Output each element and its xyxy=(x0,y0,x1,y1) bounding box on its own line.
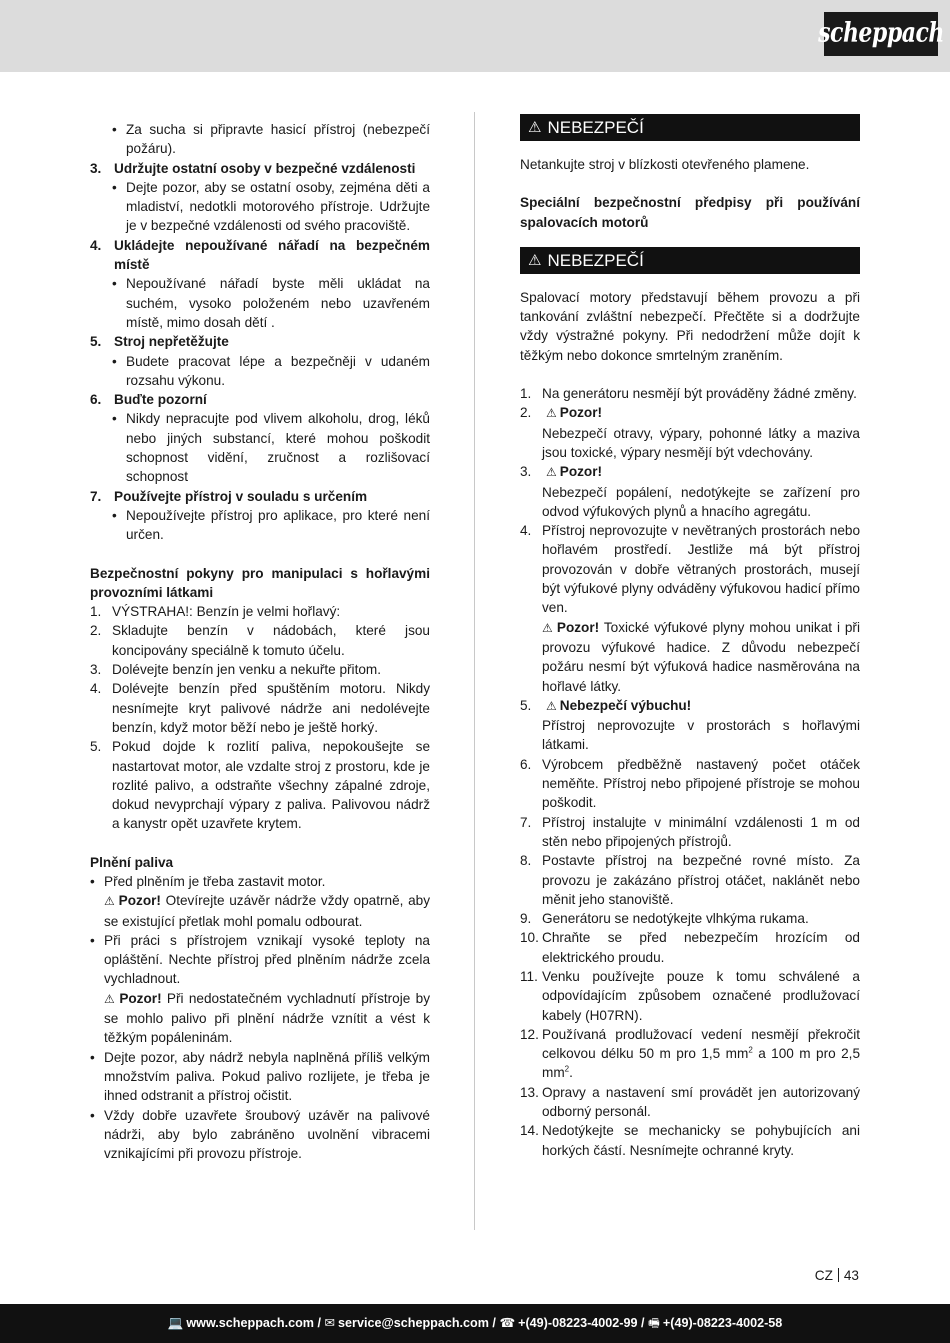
rule-item-5: 5. Stroj nepřetěžujte xyxy=(90,334,229,350)
header-bar xyxy=(0,0,950,72)
list-item: 1. Na generátoru nesmějí být prováděny žádné změny. xyxy=(520,386,857,402)
fax-icon: 🖷 xyxy=(648,1315,660,1330)
list-item: 2. ⚠ Pozor! Nebezpečí otravy, výpary, pohonné látky a maziva jsou toxické, výpary nesmějí být vdechovány. xyxy=(520,405,860,460)
section-heading-flammable: Bezpečnostní pokyny pro manipulaci s hořlavými provozními látkami xyxy=(90,565,430,600)
phone-icon: ☎ xyxy=(499,1315,516,1330)
list-item: 3. ⚠ Pozor! Nebezpečí popálení, nedotýkejte se zařízení pro odvod výfukových plynů a hnacího agregátu. xyxy=(520,464,860,519)
right-column xyxy=(520,117,860,1160)
section-heading-fuel: Plnění paliva xyxy=(90,854,174,870)
caution-note: ⚠ Pozor! Při nedostatečném vychladnutí přístroje by se mohlo palivo při plnění nádrže vznítit a vést k těžkým popáleninám. xyxy=(104,990,430,1046)
email-icon: ✉ xyxy=(324,1315,336,1330)
list-item: 7. Přístroj instalujte v minimální vzdálenosti 1 m od stěn nebo připojených přístrojů. xyxy=(520,814,860,849)
flame-warning: Netankujte stroj v blízkosti otevřeného plamene. xyxy=(520,157,810,172)
caution-note: ⚠ Pozor! Otevírejte uzávěr nádrže vždy opatrně, aby se existující přetlak mohl pomalu odbourat. xyxy=(104,893,430,929)
warning-icon: ⚠ xyxy=(546,698,557,713)
list-item: 12. Používaná prodlužovací vedení nesmějí překročit celkovou délku 50 m pro 1,5 $mm^2$ a 100 m pro 2,5 $mm^2$. xyxy=(520,1026,860,1081)
list-item: • Před plněním je třeba zastavit motor. xyxy=(90,873,326,889)
list-item: 13. Opravy a nastavení smí provádět jen autorizovaný odborný personál. xyxy=(520,1084,860,1120)
list-item: 8. Postavte přístroj na bezpečné rovné místo. Za provozu je zakázáno přístroj otáčet, naklánět nebo měnit jeho stanoviště. xyxy=(520,853,860,907)
list-item: 10. Chraňte se před nebezpečím hrozícím od elektrického proudu. xyxy=(520,930,860,965)
rule-item-7: 7. Používejte přístroj v souladu s určením xyxy=(90,488,368,504)
phone-number: +(49)-08223-4002-99 xyxy=(518,1315,638,1330)
list-item: 2. Skladujte benzín v nádobách, které jsou koncipovány speciálně k tomuto účelu. xyxy=(90,623,430,658)
list-item: • Vždy dobře uzavřete šroubový uzávěr na palivové nádrži, aby bylo zabráněno uvolnění vibracemi vznikajícími při provozu přístroje. xyxy=(90,1107,430,1162)
list-item: 14. Nedotýkejte se mechanicky se pohybujících ani horkých částí. Nesnímejte ochranné kryty. xyxy=(520,1123,860,1158)
list-item: • Nikdy nepracujte pod vlivem alkoholu, drog, léků nebo jiných substancí, které mohou poškodit schopnost vidění, zručnost a rozlišovací schopnost xyxy=(112,411,430,485)
list-item: 5. Pokud dojde k rozlití paliva, nepokoušejte se nastartovat motor, ale vzdalte stroj z prostoru, kde je rozlité palivo, a odstraňte všechny zápalné zdroje, dokud nevyprchají výpary z paliva. Palivovou nádrž a kanystr opět uzavřete krytem. xyxy=(90,739,430,832)
email-link[interactable]: service@scheppach.com xyxy=(338,1315,489,1330)
list-item: • Budete pracovat lépe a bezpečněji v udaném rozsahu výkonu. xyxy=(112,353,430,388)
list-item: • Dejte pozor, aby nádrž nebyla naplněná příliš velkým množstvím paliva. Pokud palivo rozlijete, je třeba je ihned odstranit a přístroj očistit. xyxy=(90,1049,430,1104)
website-link[interactable]: www.scheppach.com xyxy=(186,1315,314,1330)
danger-banner: ⚠ NEBEZPEČÍ xyxy=(520,114,860,141)
warning-icon: ⚠ xyxy=(528,251,542,269)
rule-item-6: 6. Buďte pozorní xyxy=(90,392,207,408)
list-item: • Při práci s přístrojem vznikají vysoké teploty na opláštění. Nechte přístroj před plněním nádrže zcela vychladnout. xyxy=(90,932,430,987)
left-column xyxy=(90,120,430,1163)
list-item: • Nepoužívejte přístroj pro aplikace, pro které není určen. xyxy=(112,507,430,543)
list-item: 3. Dolévejte benzín jen venku a nekuřte přitom. xyxy=(90,662,382,678)
list-item: • Za sucha si připravte hasicí přístroj (nebezpečí požáru). xyxy=(112,122,430,157)
warning-icon: ⚠ xyxy=(546,406,557,421)
warning-icon: ⚠ xyxy=(104,991,117,1006)
footer-bar: 💻 www.scheppach.com / ✉ service@scheppach.com / ☎ +(49)-08223-4002-99 / 🖷 +(49)-08223-4002-58 xyxy=(0,1304,950,1343)
warning-icon: ⚠ xyxy=(542,620,554,635)
warning-icon: ⚠ xyxy=(528,118,542,136)
section-heading-special: Speciální bezpečnostní předpisy při používání spalovacích motorů xyxy=(520,195,860,230)
list-item: 1. VÝSTRAHA!: Benzín je velmi hořlavý: xyxy=(90,604,341,620)
list-item: • Dejte pozor, aby se ostatní osoby, zejména děti a mladiství, nedotkli motorového přístroje. Udržujte je v bezpečné vzdálenosti od svého pracoviště. xyxy=(112,179,430,234)
fax-number: +(49)-08223-4002-58 xyxy=(662,1315,783,1330)
scheppach-logo: scheppach xyxy=(824,12,938,56)
computer-icon: 💻 xyxy=(167,1315,184,1330)
danger-banner: ⚠ NEBEZPEČÍ xyxy=(520,247,860,274)
list-item: • Nepoužívané nářadí byste měli ukládat na suchém, vysoko položeném nebo uzavřeném místě, mimo dosah dětí . xyxy=(112,276,430,330)
rule-item-4: 4. Ukládejte nepoužívané nářadí na bezpečném místě xyxy=(90,237,430,273)
warning-icon: ⚠ xyxy=(546,465,557,480)
column-divider xyxy=(474,112,475,1230)
warning-icon: ⚠ xyxy=(104,894,116,909)
list-item: 11. Venku používejte pouze k tomu schválené a odpovídajícím způsobem označené prodlužovací kabely (H07RN). xyxy=(520,968,860,1023)
list-item: 9. Generátoru se nedotýkejte vlhkýma rukama. xyxy=(520,911,809,927)
list-item: 4. Přístroj neprovozujte v nevětraných prostorách nebo hořlavém prostředí. Jestliže má být přístroj provozován v dobře větraných prostorách, musejí být výfukové plyny odváděny výfukovou hadicí přímo ven. ⚠ Pozor! Toxické výfukové plyny mohou unikat i při provozu výfukové hadice. Z důvodu nebezpečí požáru nesmí být výfuková hadice nasměrována na hořlavé látky. xyxy=(520,523,860,694)
list-item: 5. ⚠ Nebezpečí výbuchu! Přístroj neprovozujte v prostorách s hořlavými látkami. xyxy=(520,697,860,753)
list-item: 6. Výrobcem předběžně nastavený počet otáček neměňte. Přístroj nebo připojené přístroje se mohou poškodit. xyxy=(520,756,860,811)
combustion-warning: Spalovací motory představují během provozu a při tankování zvláštní nebezpečí. Přečtěte si a dodržujte vždy výstražné pokyny. Při nedodržení může dojít k těžkým nebo dokonce smrtelným zraněním. xyxy=(520,289,860,363)
page-number: CZ 43 xyxy=(814,1268,859,1283)
rule-item-3: 3. Udržujte ostatní osoby v bezpečné vzdálenosti xyxy=(90,160,416,176)
list-item: 4. Dolévejte benzín před spuštěním motoru. Nikdy nesnímejte kryt palivové nádrže ani nedolévejte benzín, když motor běží nebo je ještě horký. xyxy=(90,681,430,735)
